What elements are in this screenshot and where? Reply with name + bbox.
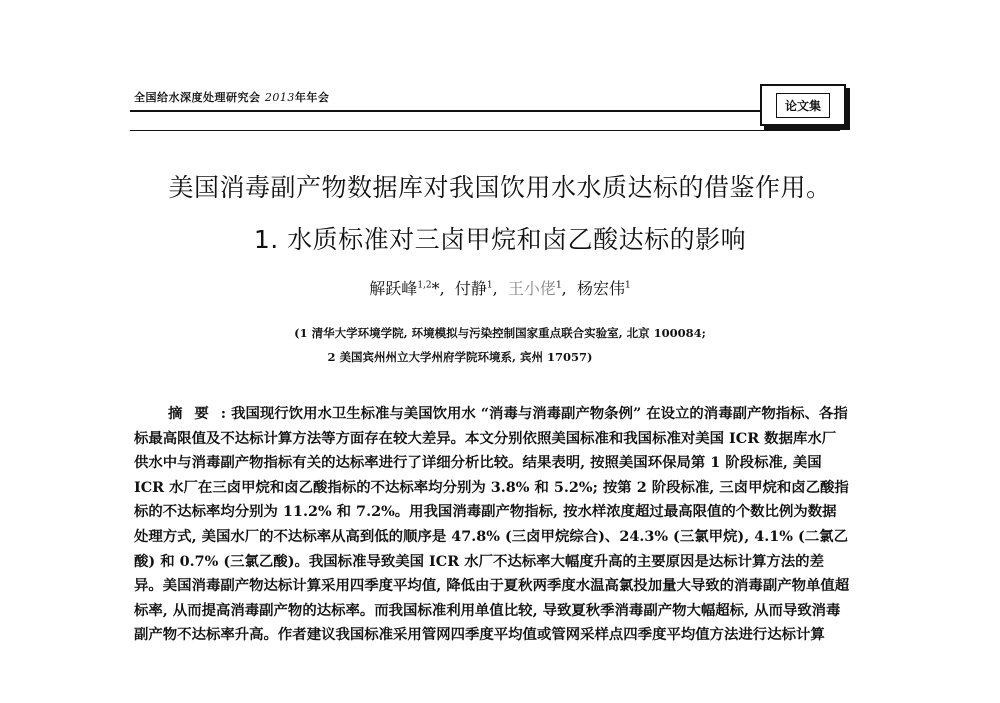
running-header bbox=[134, 89, 329, 105]
author-affil-mark: 1 bbox=[624, 280, 631, 291]
affiliation-line: 2 美国宾州州立大学州府学院环境系, 宾州 17057) bbox=[327, 350, 593, 364]
abstract bbox=[134, 402, 850, 648]
header-rule-thick bbox=[130, 110, 760, 112]
author-name: 解跃峰 bbox=[369, 279, 418, 298]
abstract-text: : 我国现行饮用水卫生标准与美国饮用水 “消毒与消毒副产物条例” 在设立的消毒副产物指标、各指标最高限值及不达标计算方法等方面存在较大差异。本文分别依照美国标准和我国标准对美国 ICR 数据库水厂供水中与消毒副产物指标有关的达标率进行了详细分析比较。结果表明, 按照美国环保局第 1 阶段标准, 美国 ICR 水厂在三卤甲烷和卤乙酸指标的不达标率均分别为 3.8% 和 5.2%; 按第 2 阶段标准, 三卤甲烷和卤乙酸指标的不达标率均分别为 11.2% 和 7.2%。用我国消毒副产物指标, 按水样浓度超过最高限值的个数比例为数据处理方式, 美国水厂的不达标率从高到低的顺序是 47.8% (三卤甲烷综合)、24.3% (三氯甲烷), 4.1% (二氯乙酸) 和 0.7% (三氯乙酸)。我国标准导致美国 ICR 水厂不达标率大幅度升高的主要原因是达标计算方法的差异。美国消毒副产物达标计算采用四季度平均值, 降低由于夏秋两季度水温高氯投加量大导致的消毒副产物单值超标率, 从而提高消毒副产物的达标率。而我国标准利用单值比较, 导致夏秋季消毒副产物大幅超标, 从而导致消毒副产物不达标率升高。作者建议我国标准采用管网四季度平均值或管网采样点四季度平均值方法进行达标计算 bbox=[134, 405, 850, 644]
conference-name: 全国给水深度处理研究会 bbox=[134, 91, 261, 104]
section-tag bbox=[760, 84, 846, 126]
abstract-label: 摘要 bbox=[168, 405, 221, 422]
author-name: 王小佬 bbox=[507, 279, 556, 298]
author-name: 付静 bbox=[454, 279, 487, 298]
conference-year: 2013 bbox=[264, 91, 295, 104]
section-tag-label: 论文集 bbox=[776, 93, 830, 118]
paper-title: 美国消毒副产物数据库对我国饮用水水质达标的借鉴作用。 bbox=[168, 173, 832, 202]
author-affil-mark: 1 bbox=[486, 280, 493, 291]
header-rule-thin bbox=[130, 130, 840, 131]
author-affil-mark: 1 bbox=[555, 280, 562, 291]
author-name: 杨宏伟 bbox=[576, 279, 625, 298]
paper-subtitle: 1. 水质标准对三卤甲烷和卤乙酸达标的影响 bbox=[253, 225, 747, 254]
conference-suffix: 年年会 bbox=[294, 91, 330, 104]
author-list: 解跃峰$^{1,2}$*, 付静$^1$, 王小佬$^1$, 杨宏伟$^1$ bbox=[369, 279, 631, 298]
corresponding-mark: * bbox=[431, 279, 440, 298]
author-affil-mark: 1,2 bbox=[417, 280, 432, 291]
affiliation-line: (1 清华大学环境学院, 环境模拟与污染控制国家重点联合实验室, 北京 100084; bbox=[294, 326, 706, 340]
